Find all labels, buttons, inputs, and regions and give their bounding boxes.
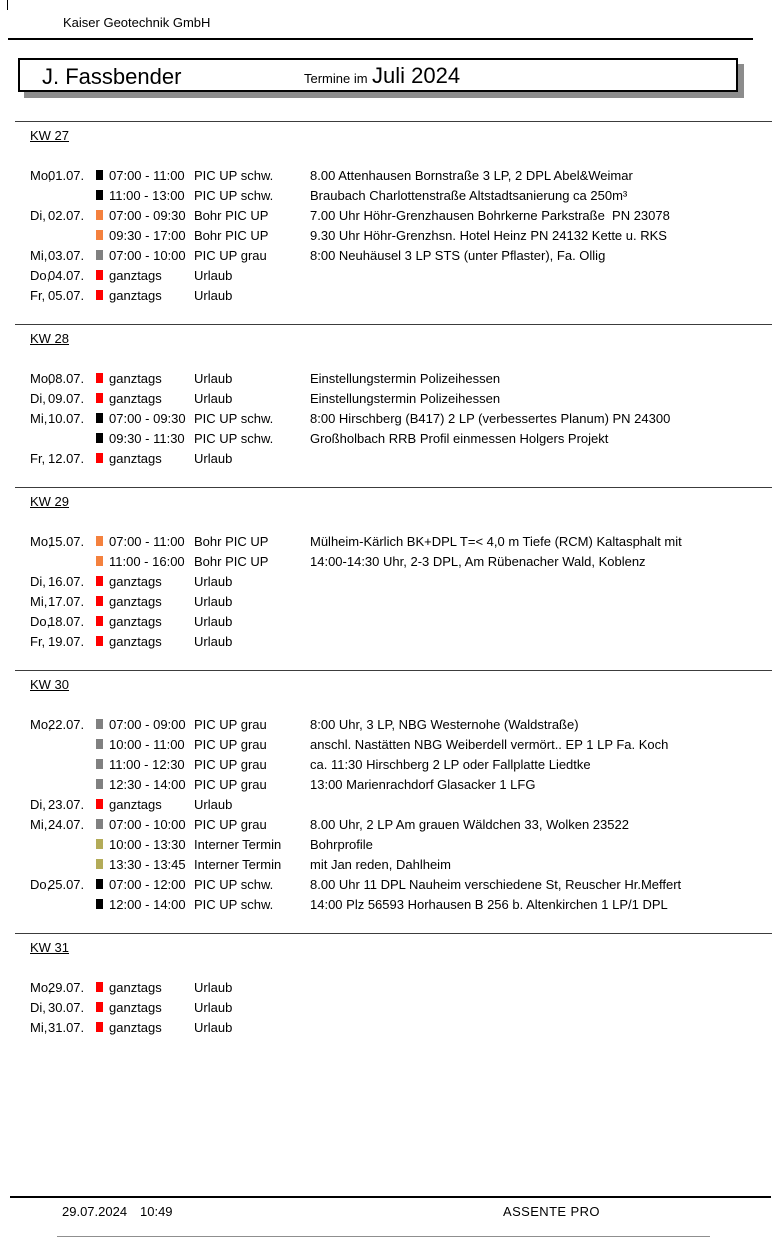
swatch-cell	[96, 879, 109, 889]
time-cell: 07:00 - 12:00	[109, 876, 186, 892]
time-cell: 07:00 - 09:00	[109, 716, 186, 732]
category-cell: Urlaub	[194, 1019, 233, 1035]
date-cell: 18.07.	[48, 613, 85, 629]
appointment-row	[0, 591, 780, 611]
swatch-cell	[96, 230, 109, 240]
category-color-swatch	[96, 270, 103, 280]
appointment-row	[0, 388, 780, 408]
date-cell: 16.07.	[48, 573, 85, 589]
time-cell: ganztags	[109, 633, 162, 649]
time-cell: 07:00 - 10:00	[109, 247, 186, 263]
time-cell: ganztags	[109, 267, 162, 283]
appointment-row	[0, 854, 780, 874]
appointment-row	[0, 997, 780, 1017]
time-cell: ganztags	[109, 796, 162, 812]
category-color-swatch	[96, 899, 103, 909]
title-month: Juli 2024	[372, 63, 461, 88]
day-cell: Fr,	[30, 633, 46, 649]
week-section	[0, 324, 780, 468]
swatch-cell	[96, 250, 109, 260]
category-cell: Bohr PIC UP	[194, 207, 269, 223]
time-cell: ganztags	[109, 450, 162, 466]
week-label: KW 30	[30, 677, 70, 692]
week-divider	[15, 487, 772, 488]
swatch-cell	[96, 290, 109, 300]
description-cell: Einstellungstermin Polizeihessen	[310, 390, 501, 406]
swatch-cell	[96, 556, 109, 566]
appointment-row	[0, 225, 780, 245]
day-cell: Fr,	[30, 450, 46, 466]
appointment-row	[0, 165, 780, 185]
category-color-swatch	[96, 393, 103, 403]
appointment-row	[0, 368, 780, 388]
description-cell: ca. 11:30 Hirschberg 2 LP oder Fallplatte Liedtke	[310, 756, 591, 772]
category-color-swatch	[96, 859, 103, 869]
appointment-row	[0, 754, 780, 774]
day-cell: Mo,	[30, 167, 52, 183]
description-cell: 8.00 Uhr 11 DPL Nauheim verschiedene St, Reuscher Hr.Meffert	[310, 876, 682, 892]
schedule-body	[0, 121, 780, 1056]
category-cell: Bohr PIC UP	[194, 533, 269, 549]
week-rows	[0, 714, 780, 914]
time-cell: ganztags	[109, 999, 162, 1015]
day-cell: Do,	[30, 267, 51, 283]
swatch-cell	[96, 859, 109, 869]
page-bottom-edge	[57, 1236, 710, 1237]
day-cell: Mi,	[30, 247, 48, 263]
swatch-cell	[96, 899, 109, 909]
day-cell: Di,	[30, 999, 46, 1015]
time-cell: 10:00 - 11:00	[109, 736, 185, 752]
day-cell: Di,	[30, 390, 46, 406]
week-divider	[15, 933, 772, 934]
appointment-row	[0, 714, 780, 734]
appointment-row	[0, 285, 780, 305]
appointment-row	[0, 448, 780, 468]
swatch-cell	[96, 759, 109, 769]
category-color-swatch	[96, 759, 103, 769]
title-label: Termine im	[304, 71, 368, 86]
date-cell: 23.07.	[48, 796, 85, 812]
category-cell: Urlaub	[194, 613, 233, 629]
time-cell: ganztags	[109, 370, 162, 386]
swatch-cell	[96, 536, 109, 546]
category-cell: PIC UP schw.	[194, 410, 274, 426]
appointment-row	[0, 205, 780, 225]
swatch-cell	[96, 739, 109, 749]
date-cell: 25.07.	[48, 876, 85, 892]
swatch-cell	[96, 636, 109, 646]
employee-name: J. Fassbender	[42, 64, 182, 89]
category-color-swatch	[96, 190, 103, 200]
appointment-row	[0, 611, 780, 631]
footer-divider	[10, 1196, 771, 1198]
date-cell: 17.07.	[48, 593, 85, 609]
week-rows	[0, 368, 780, 468]
category-cell: Urlaub	[194, 390, 233, 406]
day-cell: Di,	[30, 573, 46, 589]
date-cell: 03.07.	[48, 247, 85, 263]
day-cell: Mi,	[30, 816, 48, 832]
category-color-swatch	[96, 879, 103, 889]
category-color-swatch	[96, 982, 103, 992]
category-cell: Urlaub	[194, 287, 233, 303]
description-cell: mit Jan reden, Dahlheim	[310, 856, 451, 872]
swatch-cell	[96, 779, 109, 789]
category-color-swatch	[96, 230, 103, 240]
category-color-swatch	[96, 636, 103, 646]
swatch-cell	[96, 270, 109, 280]
appointment-row	[0, 265, 780, 285]
appointment-row	[0, 531, 780, 551]
category-cell: Urlaub	[194, 999, 233, 1015]
time-cell: 12:30 - 14:00	[109, 776, 186, 792]
swatch-cell	[96, 1022, 109, 1032]
time-cell: 13:30 - 13:45	[109, 856, 186, 872]
category-cell: PIC UP schw.	[194, 430, 274, 446]
appointment-row	[0, 774, 780, 794]
description-cell: 8:00 Neuhäusel 3 LP STS (unter Pflaster), Fa. Ollig	[310, 247, 606, 263]
time-cell: ganztags	[109, 593, 162, 609]
page-corner-mark	[7, 0, 8, 10]
header-divider	[8, 38, 753, 40]
swatch-cell	[96, 719, 109, 729]
category-color-swatch	[96, 413, 103, 423]
appointment-row	[0, 631, 780, 651]
swatch-cell	[96, 413, 109, 423]
category-cell: PIC UP schw.	[194, 187, 274, 203]
swatch-cell	[96, 433, 109, 443]
category-color-swatch	[96, 1022, 103, 1032]
day-cell: Mo,	[30, 533, 52, 549]
description-cell: Mülheim-Kärlich BK+DPL T=< 4,0 m Tiefe (RCM) Kaltasphalt mit	[310, 533, 682, 549]
description-cell: 8.00 Attenhausen Bornstraße 3 LP, 2 DPL Abel&Weimar	[310, 167, 633, 183]
day-cell: Fr,	[30, 287, 46, 303]
appointment-row	[0, 874, 780, 894]
category-color-swatch	[96, 290, 103, 300]
category-color-swatch	[96, 556, 103, 566]
category-color-swatch	[96, 839, 103, 849]
swatch-cell	[96, 210, 109, 220]
category-cell: PIC UP schw.	[194, 876, 274, 892]
appointment-row	[0, 571, 780, 591]
appointment-row	[0, 794, 780, 814]
category-color-swatch	[96, 576, 103, 586]
appointment-row	[0, 185, 780, 205]
time-cell: 07:00 - 09:30	[109, 207, 186, 223]
description-cell: 8:00 Uhr, 3 LP, NBG Westernohe (Waldstraße)	[310, 716, 579, 732]
day-cell: Di,	[30, 796, 46, 812]
week-rows	[0, 531, 780, 651]
category-cell: Urlaub	[194, 370, 233, 386]
appointment-row	[0, 408, 780, 428]
category-color-swatch	[96, 1002, 103, 1012]
week-section	[0, 670, 780, 914]
appointment-row	[0, 734, 780, 754]
day-cell: Di,	[30, 207, 46, 223]
description-cell: 14:00-14:30 Uhr, 2-3 DPL, Am Rübenacher Wald, Koblenz	[310, 553, 646, 569]
swatch-cell	[96, 799, 109, 809]
category-cell: Urlaub	[194, 267, 233, 283]
swatch-cell	[96, 393, 109, 403]
day-cell: Mi,	[30, 593, 48, 609]
category-color-swatch	[96, 719, 103, 729]
week-section	[0, 933, 780, 1037]
appointment-row	[0, 1017, 780, 1037]
date-cell: 31.07.	[48, 1019, 85, 1035]
category-cell: Interner Termin	[194, 836, 282, 852]
description-cell: Braubach Charlottenstraße Altstadtsanierung ca 250m³	[310, 187, 628, 203]
category-cell: Urlaub	[194, 593, 233, 609]
description-cell: 9.30 Uhr Höhr-Grenzhsn. Hotel Heinz PN 24132 Kette u. RKS	[310, 227, 667, 243]
day-cell: Mi,	[30, 410, 48, 426]
category-cell: Bohr PIC UP	[194, 553, 269, 569]
category-color-swatch	[96, 536, 103, 546]
swatch-cell	[96, 1002, 109, 1012]
day-cell: Mo,	[30, 979, 52, 995]
description-cell: Großholbach RRB Profil einmessen Holgers Projekt	[310, 430, 609, 446]
print-date: 29.07.2024	[62, 1204, 128, 1219]
swatch-cell	[96, 596, 109, 606]
week-divider	[15, 670, 772, 671]
category-color-swatch	[96, 799, 103, 809]
description-cell: 7.00 Uhr Höhr-Grenzhausen Bohrkerne Parkstraße PN 23078	[310, 207, 670, 223]
time-cell: ganztags	[109, 390, 162, 406]
swatch-cell	[96, 453, 109, 463]
category-cell: Urlaub	[194, 450, 233, 466]
swatch-cell	[96, 576, 109, 586]
day-cell: Do,	[30, 613, 51, 629]
description-cell: Bohrprofile	[310, 836, 373, 852]
category-cell: Interner Termin	[194, 856, 282, 872]
date-cell: 02.07.	[48, 207, 85, 223]
day-cell: Mo,	[30, 716, 52, 732]
time-cell: 07:00 - 10:00	[109, 816, 186, 832]
time-cell: 11:00 - 12:30	[109, 756, 185, 772]
description-cell: 13:00 Marienrachdorf Glasacker 1 LFG	[310, 776, 536, 792]
swatch-cell	[96, 190, 109, 200]
category-cell: Bohr PIC UP	[194, 227, 269, 243]
title-box	[18, 58, 738, 92]
description-cell: Einstellungstermin Polizeihessen	[310, 370, 501, 386]
time-cell: 09:30 - 17:00	[109, 227, 186, 243]
week-section	[0, 487, 780, 651]
category-cell: Urlaub	[194, 633, 233, 649]
time-cell: 11:00 - 16:00	[109, 553, 185, 569]
category-cell: PIC UP grau	[194, 776, 267, 792]
description-cell: 8:00 Hirschberg (B417) 2 LP (verbessertes Planum) PN 24300	[310, 410, 671, 426]
description-cell: anschl. Nastätten NBG Weiberdell vermört.. EP 1 LP Fa. Koch	[310, 736, 669, 752]
week-rows	[0, 977, 780, 1037]
day-cell: Mi,	[30, 1019, 48, 1035]
category-color-swatch	[96, 819, 103, 829]
day-cell: Mo,	[30, 370, 52, 386]
appointment-row	[0, 245, 780, 265]
category-color-swatch	[96, 739, 103, 749]
category-color-swatch	[96, 433, 103, 443]
category-color-swatch	[96, 779, 103, 789]
week-section	[0, 121, 780, 305]
time-cell: 12:00 - 14:00	[109, 896, 186, 912]
date-cell: 04.07.	[48, 267, 85, 283]
date-cell: 01.07.	[48, 167, 85, 183]
appointment-row	[0, 551, 780, 571]
week-label: KW 31	[30, 940, 70, 955]
date-cell: 19.07.	[48, 633, 85, 649]
swatch-cell	[96, 373, 109, 383]
swatch-cell	[96, 819, 109, 829]
appointment-row	[0, 977, 780, 997]
time-cell: 10:00 - 13:30	[109, 836, 186, 852]
description-cell: 14:00 Plz 56593 Horhausen B 256 b. Altenkirchen 1 LP/1 DPL	[310, 896, 668, 912]
category-cell: Urlaub	[194, 796, 233, 812]
week-divider	[15, 121, 772, 122]
swatch-cell	[96, 839, 109, 849]
category-color-swatch	[96, 210, 103, 220]
swatch-cell	[96, 982, 109, 992]
category-cell: PIC UP schw.	[194, 167, 274, 183]
time-cell: 07:00 - 11:00	[109, 167, 185, 183]
category-color-swatch	[96, 373, 103, 383]
category-color-swatch	[96, 453, 103, 463]
category-cell: Urlaub	[194, 979, 233, 995]
date-cell: 30.07.	[48, 999, 85, 1015]
date-cell: 05.07.	[48, 287, 85, 303]
time-cell: 07:00 - 09:30	[109, 410, 186, 426]
date-cell: 08.07.	[48, 370, 85, 386]
category-cell: Urlaub	[194, 573, 233, 589]
date-cell: 22.07.	[48, 716, 85, 732]
category-cell: PIC UP grau	[194, 716, 267, 732]
time-cell: 11:00 - 13:00	[109, 187, 185, 203]
date-cell: 09.07.	[48, 390, 85, 406]
category-cell: PIC UP grau	[194, 756, 267, 772]
category-cell: PIC UP grau	[194, 816, 267, 832]
time-cell: 09:30 - 11:30	[109, 430, 185, 446]
category-color-swatch	[96, 596, 103, 606]
date-cell: 29.07.	[48, 979, 85, 995]
category-color-swatch	[96, 616, 103, 626]
week-label: KW 27	[30, 128, 70, 143]
category-cell: PIC UP schw.	[194, 896, 274, 912]
date-cell: 12.07.	[48, 450, 85, 466]
time-cell: 07:00 - 11:00	[109, 533, 185, 549]
company-name: Kaiser Geotechnik GmbH	[63, 15, 211, 30]
date-cell: 15.07.	[48, 533, 85, 549]
date-cell: 24.07.	[48, 816, 85, 832]
print-time: 10:49	[140, 1204, 173, 1219]
category-color-swatch	[96, 250, 103, 260]
week-divider	[15, 324, 772, 325]
week-label: KW 28	[30, 331, 70, 346]
application-name: ASSENTE PRO	[503, 1204, 600, 1219]
time-cell: ganztags	[109, 1019, 162, 1035]
swatch-cell	[96, 170, 109, 180]
appointment-row	[0, 428, 780, 448]
category-cell: PIC UP grau	[194, 736, 267, 752]
time-cell: ganztags	[109, 613, 162, 629]
category-cell: PIC UP grau	[194, 247, 267, 263]
day-cell: Do,	[30, 876, 51, 892]
date-cell: 10.07.	[48, 410, 85, 426]
week-rows	[0, 165, 780, 305]
category-color-swatch	[96, 170, 103, 180]
time-cell: ganztags	[109, 573, 162, 589]
description-cell: 8.00 Uhr, 2 LP Am grauen Wäldchen 33, Wolken 23522	[310, 816, 629, 832]
time-cell: ganztags	[109, 979, 162, 995]
appointment-row	[0, 834, 780, 854]
swatch-cell	[96, 616, 109, 626]
appointment-row	[0, 894, 780, 914]
week-label: KW 29	[30, 494, 70, 509]
time-cell: ganztags	[109, 287, 162, 303]
appointment-row	[0, 814, 780, 834]
